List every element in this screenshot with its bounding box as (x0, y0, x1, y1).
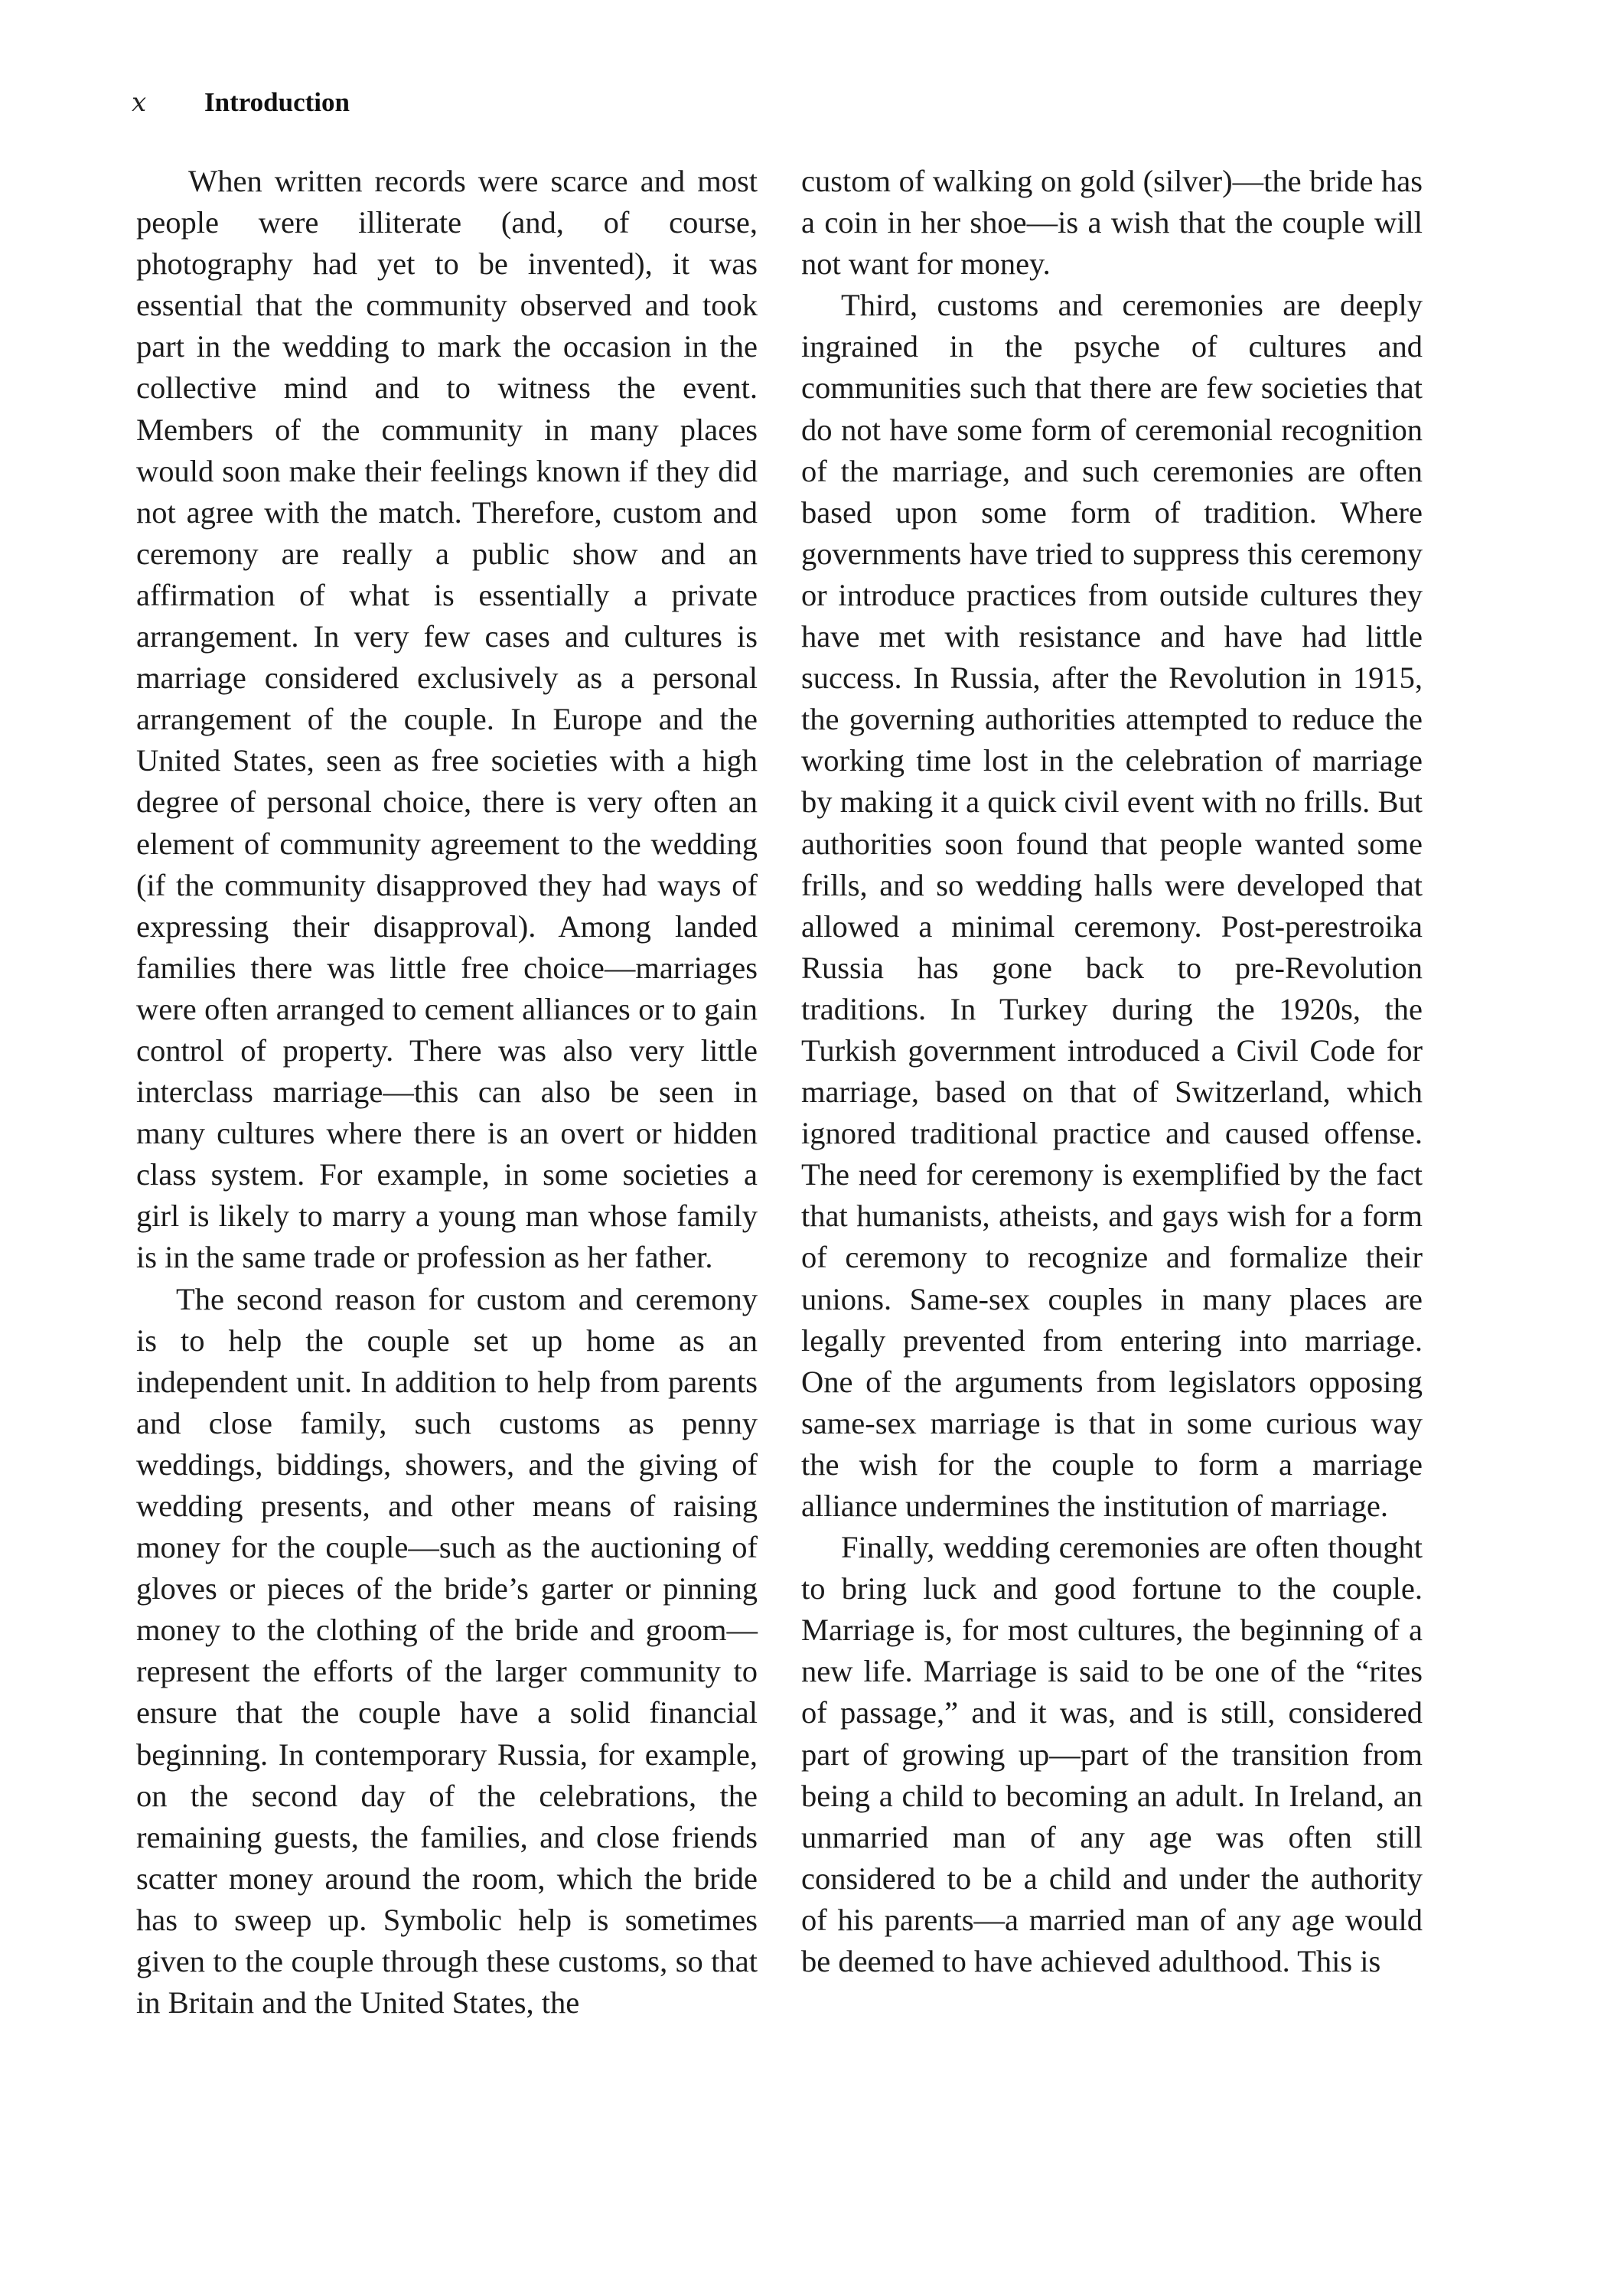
paragraph: The second reason for custom and ceremony is to help the couple set up home as an independent unit. In addition to help from parents and close family, such customs as penny weddings, biddings, showers, and the giving of wedding presents, and other means of raising money for the couple—such as the auctioning of gloves or pieces of the bride’s garter or pinning money to the clothing of the bride and groom—represent the efforts of the larger community to ensure that the couple have a solid financial beginning. In contemporary Russia, for example, on the second day of the celebrations, the remaining guests, the families, and close friends scatter money around the room, which the bride has to sweep up. Symbolic help is sometimes given to the couple through these customs, so that in Britain and the United States, the (136, 1281, 758, 2020)
paragraph: custom of walking on gold (silver)—the bride has a coin in her shoe—is a wish that the couple will not want for money. (801, 164, 1423, 282)
page-number: x (132, 87, 147, 118)
running-head (132, 80, 350, 126)
paragraph: Third, customs and ceremonies are deeply ingrained in the psyche of cultures and communities such that there are few societies that do not have some form of ceremonial recognition of the marriage, and such ceremonies are often based upon some form of tradition. Where governments have tried to suppress this ceremony or introduce practices from outside cultures they have met with resistance and have had little success. In Russia, after the Revolution in 1915, the governing authorities attempted to reduce the working time lost in the celebration of marriage by making it a quick civil event with no frills. But authorities soon found that people wanted some frills, and so wedding halls were developed that allowed a minimal ceremony. Post-perestroika Russia has gone back to pre-Revolution traditions. In Turkey during the 1920s, the Turkish government introduced a Civil Code for marriage, based on that of Switzerland, which ignored traditional practice and caused offense. The need for ceremony is exemplified by the fact that humanists, atheists, and gays wish for a form of ceremony to recognize and formalize their unions. Same-sex couples in many places are legally prevented from entering into marriage. One of the arguments from legislators opposing same-sex marriage is that in some curious way the wish for the couple to form a marriage alliance undermines the institution of marriage. (801, 288, 1423, 1523)
section-title: Introduction (204, 87, 350, 117)
right-column (801, 161, 1423, 1982)
paragraph: When written records were scarce and most people were illiterate (and, of course, photography had yet to be invented), it was essential that the community observed and took part in the wedding to mark the occasion in the collective mind and to witness the event. Members of the community in many places would soon make their feelings known if they did not agree with the match. Therefore, custom and ceremony are really a public show and an affirmation of what is essentially a private arrangement. In very few cases and cultures is marriage considered exclusively as a personal arrangement of the couple. In Europe and the United States, seen as free societies with a high degree of personal choice, there is very often an element of community agreement to the wedding (if the community disapproved they had ways of expressing their disapproval). Among landed families there was little free choice—marriages were often arranged to cement alliances or to gain control of property. There was also very little interclass marriage—this can also be seen in many cultures where there is an overt or hidden class system. For example, in some societies a girl is likely to marry a young man whose family is in the same trade or profession as her father. (136, 164, 758, 1275)
paragraph: Finally, wedding ceremonies are often thought to bring luck and good fortune to the couple. Marriage is, for most cultures, the beginning of a new life. Marriage is said to be one of the “rites of passage,” and it was, and is still, considered part of growing up—part of the transition from being a child to becoming an adult. In Ireland, an unmarried man of any age was often still considered to be a child and under the authority of his parents—a married man of any age would be deemed to have achieved adulthood. This is (801, 1530, 1423, 1979)
left-column (136, 161, 758, 2024)
